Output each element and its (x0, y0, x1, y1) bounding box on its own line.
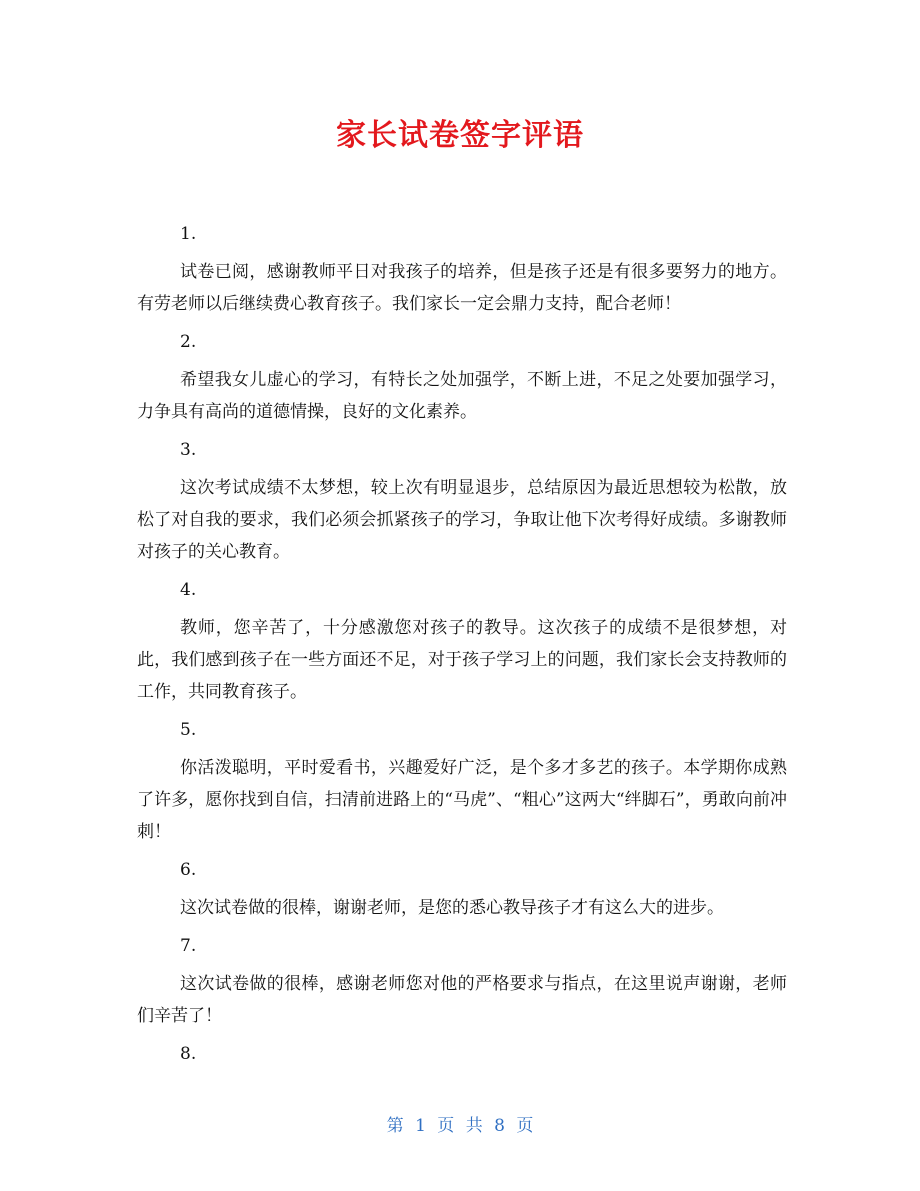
item-text: 这次考试成绩不太梦想，较上次有明显退步，总结原因为最近思想较为松散，放松了对自我的要求，我们必须会抓紧孩子的学习，争取让他下次考得好成绩。多谢教师对孩子的关心教育。 (137, 478, 787, 562)
list-item (137, 854, 787, 924)
item-text: 这次试卷做的很棒，感谢老师您对他的严格要求与指点，在这里说声谢谢，老师们辛苦了！ (137, 974, 787, 1026)
item-number: 6. (180, 860, 197, 880)
item-number: 1. (180, 224, 197, 244)
list-item (137, 574, 787, 708)
list-item (137, 218, 787, 320)
item-number: 7. (180, 936, 197, 956)
item-number: 3. (180, 440, 197, 460)
item-number: 5. (180, 720, 197, 740)
document-body (137, 218, 787, 1076)
item-number: 8. (180, 1044, 197, 1064)
document-title: 家长试卷签字评语 (336, 118, 584, 153)
list-item (137, 434, 787, 568)
item-text: 你活泼聪明，平时爱看书，兴趣爱好广泛，是个多才多艺的孩子。本学期你成熟了许多，愿你找到自信，扫清前进路上的“马虎”、“粗心”这两大“绊脚石”，勇敢向前冲刺！ (137, 758, 787, 842)
item-text: 试卷已阅，感谢教师平日对我孩子的培养，但是孩子还是有很多要努力的地方。有劳老师以后继续费心教育孩子。我们家长一定会鼎力支持，配合老师！ (137, 262, 787, 314)
item-text: 这次试卷做的很棒，谢谢老师，是您的悉心教导孩子才有这么大的进步。 (180, 898, 724, 918)
item-number: 2. (180, 332, 197, 352)
page-footer: 第 1 页 共 8 页 (386, 1116, 534, 1136)
list-item (137, 1038, 787, 1070)
item-text: 教师，您辛苦了，十分感激您对孩子的教导。这次孩子的成绩不是很梦想，对此，我们感到孩子在一些方面还不足，对于孩子学习上的问题，我们家长会支持教师的工作，共同教育孩子。 (137, 618, 787, 702)
list-item (137, 326, 787, 428)
item-number: 4. (180, 580, 197, 600)
item-text: 希望我女儿虚心的学习，有特长之处加强学，不断上进，不足之处要加强学习，力争具有高尚的道德情操，良好的文化素养。 (137, 370, 787, 422)
list-item (137, 714, 787, 848)
list-item (137, 930, 787, 1032)
